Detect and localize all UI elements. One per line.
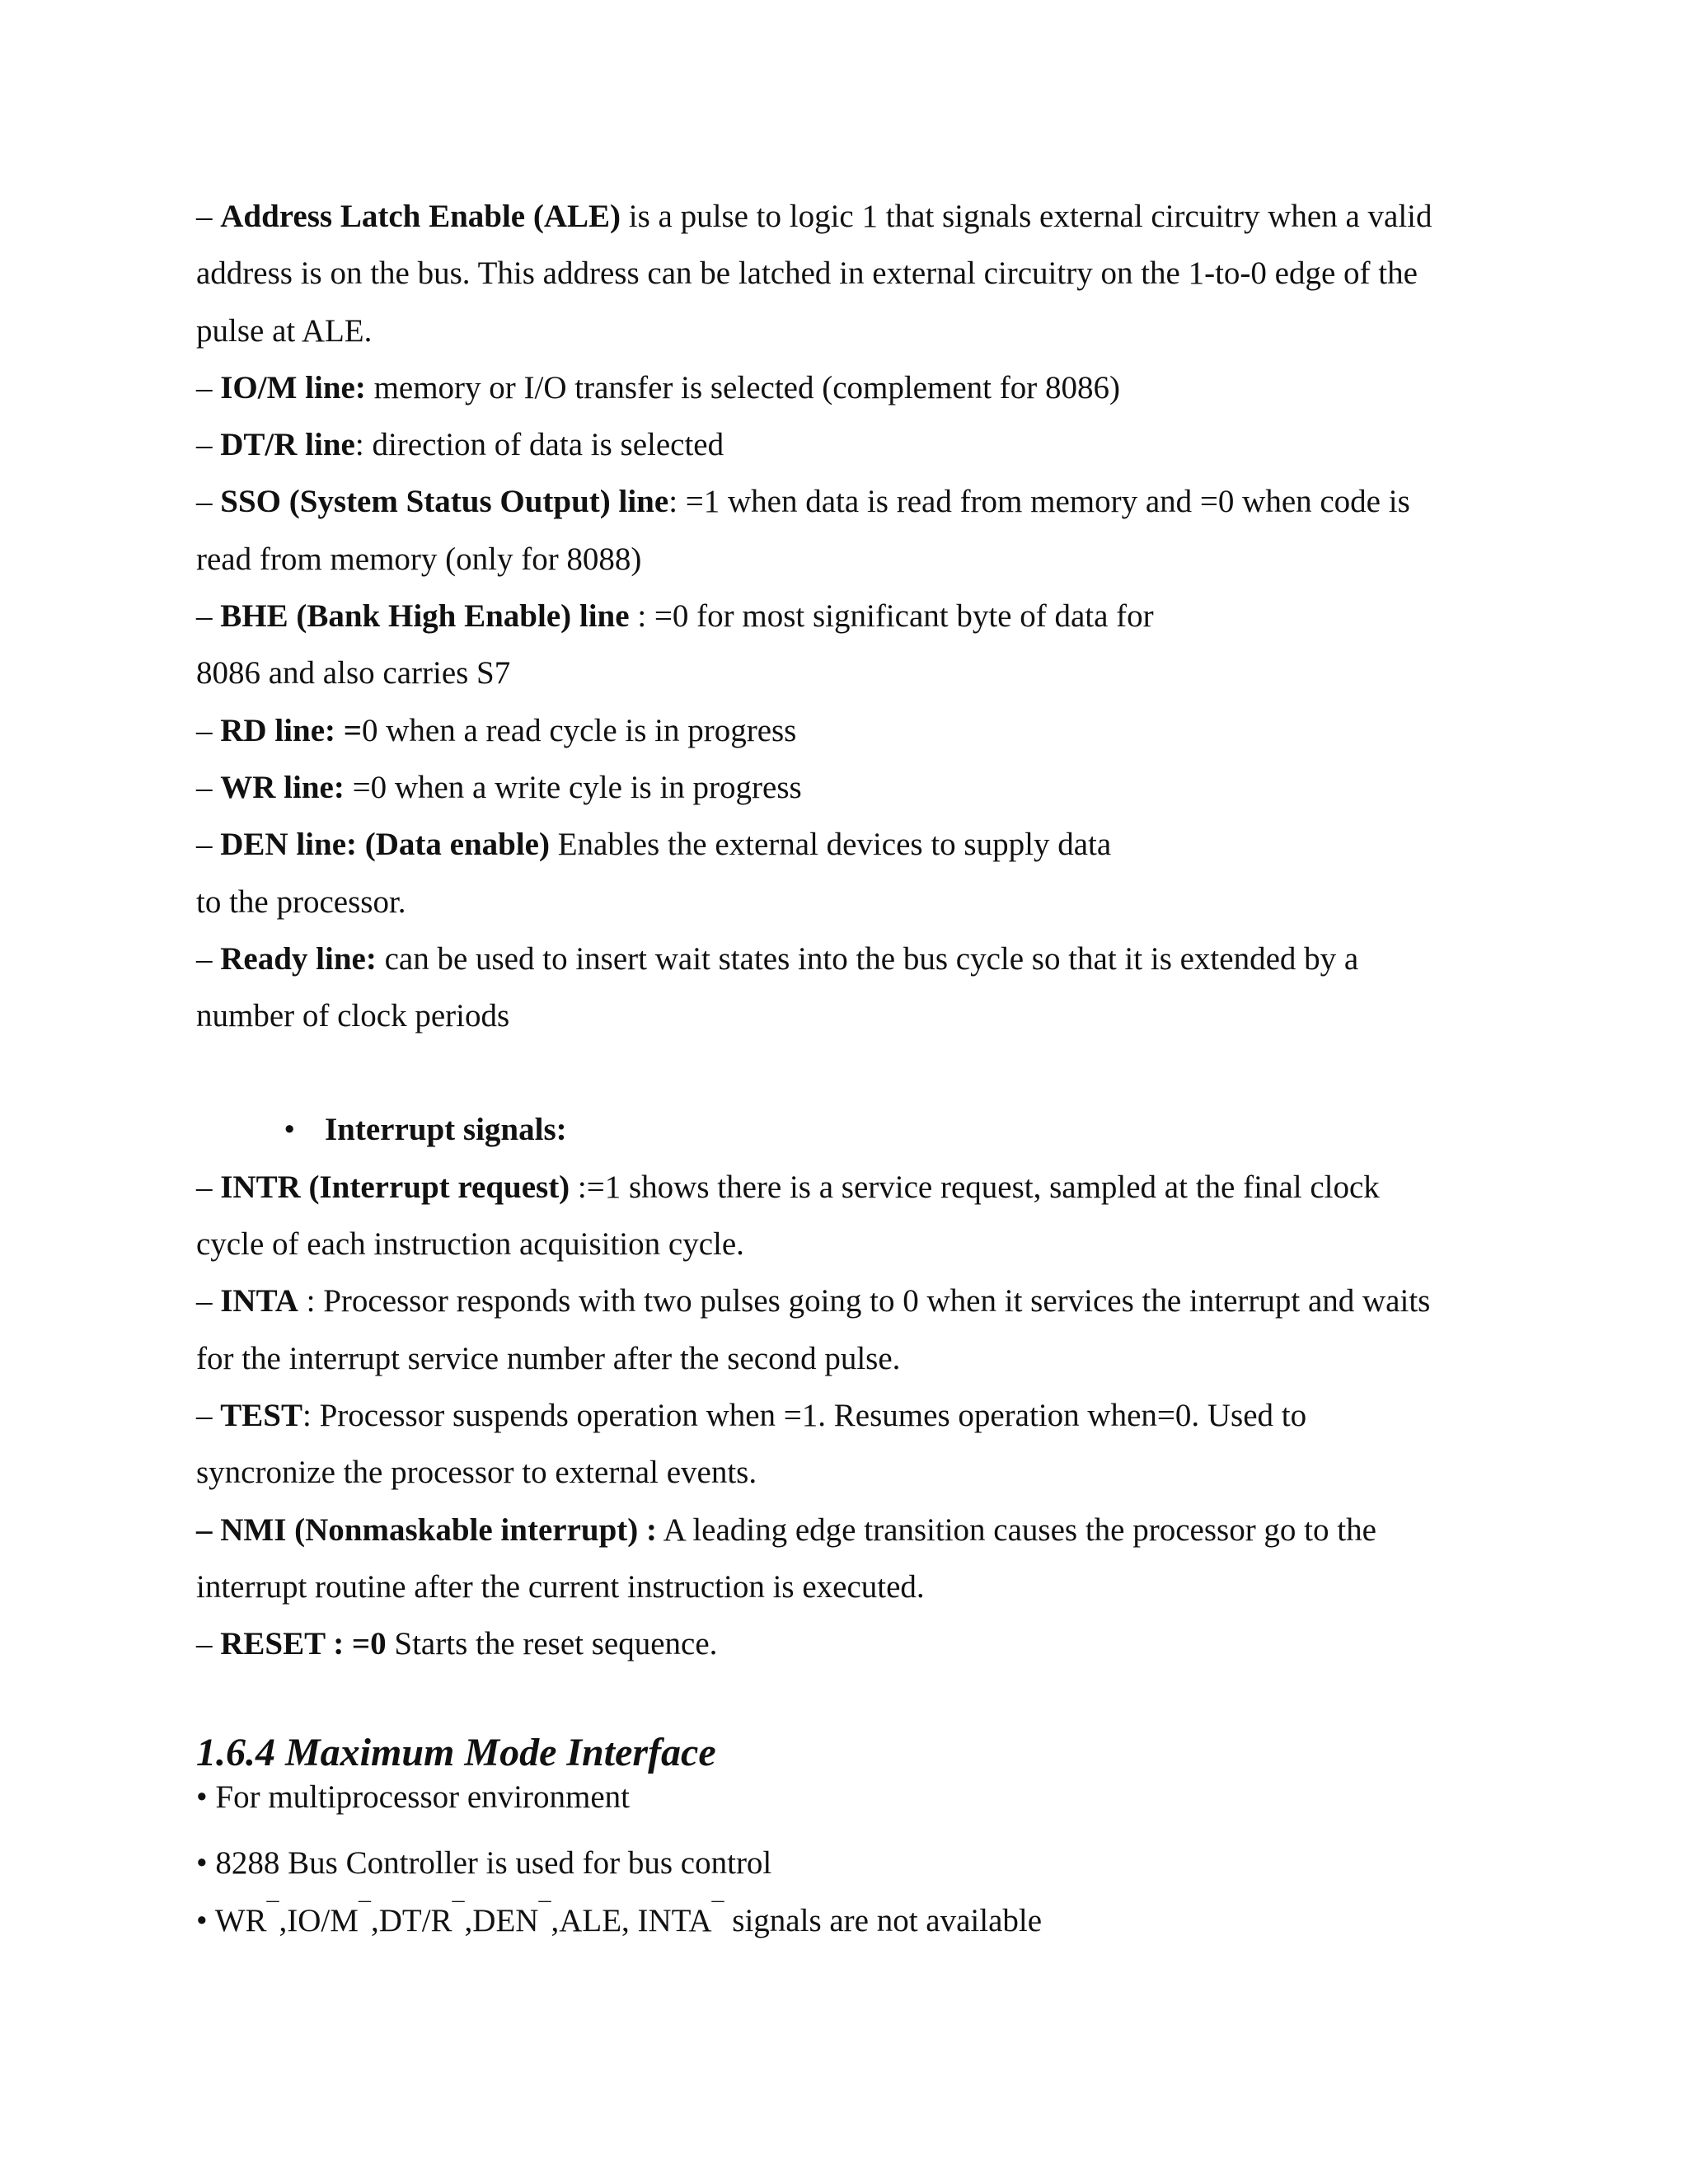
den-line-1: [196, 816, 1498, 873]
inta-term: INTA: [220, 1283, 298, 1319]
reset-line: [196, 1615, 1498, 1672]
overbar-mark: ¯: [358, 1897, 371, 1925]
dash: –: [196, 769, 221, 805]
sso-line-1: [196, 473, 1498, 530]
signal-text: • WR: [196, 1902, 267, 1938]
list-item: • 8288 Bus Controller is used for bus control: [196, 1845, 772, 1882]
bhe-term: BHE (Bank High Enable) line: [220, 598, 630, 635]
test-term: TEST: [220, 1397, 302, 1433]
dash: –: [196, 369, 221, 405]
test-line-1: [196, 1387, 1498, 1444]
intr-text: :=1 shows there is a service request, sampled at the final clock: [570, 1169, 1380, 1205]
dtr-text: : direction of data is selected: [354, 427, 724, 463]
section-heading: 1.6.4 Maximum Mode Interface: [196, 1731, 716, 1775]
iom-text: memory or I/O transfer is selected (complement for 8086): [365, 369, 1120, 405]
dtr-line: [196, 416, 1498, 473]
dash: –: [196, 1283, 221, 1319]
bhe-text: : =0 for most significant byte of data for: [629, 598, 1154, 635]
overbar-mark: ¯: [452, 1897, 465, 1925]
reset-text: Starts the reset sequence.: [386, 1626, 718, 1662]
signal-text: ,DT/R: [370, 1902, 452, 1938]
rd-line: [196, 702, 1498, 759]
inta-text: : Processor responds with two pulses going to 0 when it services the interrupt and waits: [298, 1283, 1431, 1319]
reset-term: RESET : =0: [220, 1626, 387, 1662]
den-term: DEN line: (Data enable): [220, 827, 550, 863]
ale-term: Address Latch Enable (ALE): [220, 199, 621, 234]
signal-text: signals are not available: [724, 1902, 1043, 1938]
signal-text: ,IO/M: [279, 1902, 359, 1938]
iom-line: [196, 359, 1498, 416]
test-text: : Processor suspends operation when =1. Resumes operation when=0. Used to: [302, 1397, 1307, 1433]
dash: –: [196, 1626, 221, 1662]
ale-text: is a pulse to logic 1 that signals external circuitry when a valid: [621, 199, 1432, 234]
ready-term: Ready line:: [220, 940, 377, 977]
ready-line-1: [196, 930, 1498, 987]
ale-line-3: pulse at ALE.: [196, 312, 373, 349]
dash: –: [196, 427, 221, 463]
interrupt-heading-text: Interrupt signals:: [325, 1112, 567, 1148]
rd-text: 0 when a read cycle is in progress: [361, 712, 797, 748]
list-item: [196, 1892, 1498, 1949]
test-line-2: syncronize the processor to external events.: [196, 1455, 757, 1491]
ale-line-1: [196, 188, 1498, 245]
dash: –: [196, 940, 221, 977]
ready-line-2: number of clock periods: [196, 998, 510, 1034]
den-text: Enables the external devices to supply data: [549, 827, 1112, 863]
inta-line-2: for the interrupt service number after the second pulse.: [196, 1340, 901, 1376]
nmi-line-1: [196, 1502, 1498, 1558]
intr-term: INTR (Interrupt request): [220, 1169, 570, 1205]
sso-text: : =1 when data is read from memory and =0 when code is: [668, 484, 1410, 520]
intr-line-2: cycle of each instruction acquisition cycle.: [196, 1226, 744, 1263]
overbar-mark: ¯: [266, 1897, 279, 1925]
nmi-term: – NMI (Nonmaskable interrupt) :: [196, 1511, 657, 1548]
rd-term: RD line: =: [220, 712, 362, 748]
bhe-line-1: [196, 588, 1498, 644]
spacer: [196, 1044, 1498, 1101]
interrupt-signals-heading: [196, 1101, 1498, 1158]
overbar-mark: ¯: [711, 1897, 724, 1925]
intr-line-1: [196, 1159, 1498, 1216]
dtr-term: DT/R line: [220, 427, 355, 463]
max-mode-list: [196, 1777, 1498, 1949]
dash: –: [196, 199, 221, 234]
signal-text: ,ALE, INTA: [551, 1902, 712, 1938]
wr-text: =0 when a write cyle is in progress: [344, 769, 802, 805]
dash: –: [196, 598, 221, 635]
wr-term: WR line:: [220, 769, 345, 805]
ready-text: can be used to insert wait states into the bus cycle so that it is extended by a: [376, 940, 1359, 977]
bullet-icon: [196, 1101, 295, 1158]
inta-line-1: [196, 1272, 1498, 1329]
nmi-line-2: interrupt routine after the current instruction is executed.: [196, 1568, 925, 1605]
spacer: [196, 1672, 1498, 1729]
bullet-glyph: •: [284, 1112, 295, 1148]
dash: –: [196, 827, 221, 863]
sso-term: SSO (System Status Output) line: [220, 484, 669, 520]
den-line-2: to the processor.: [196, 883, 406, 920]
dash: –: [196, 484, 221, 520]
dash: –: [196, 1169, 221, 1205]
iom-term: IO/M line:: [220, 369, 366, 405]
overbar-mark: ¯: [538, 1897, 551, 1925]
wr-line: [196, 759, 1498, 816]
dash: –: [196, 1397, 221, 1433]
bhe-line-2: 8086 and also carries S7: [196, 655, 511, 691]
signal-text: ,DEN: [464, 1902, 539, 1938]
list-item: • For multiprocessor environment: [196, 1779, 630, 1816]
document-page: [196, 188, 1498, 1949]
sso-line-2: read from memory (only for 8088): [196, 541, 642, 577]
ale-line-2: address is on the bus. This address can be latched in external circuitry on the 1-to-0 edge of the: [196, 255, 1418, 292]
nmi-text: A leading edge transition causes the processor go to the: [656, 1511, 1376, 1548]
dash: –: [196, 712, 221, 748]
